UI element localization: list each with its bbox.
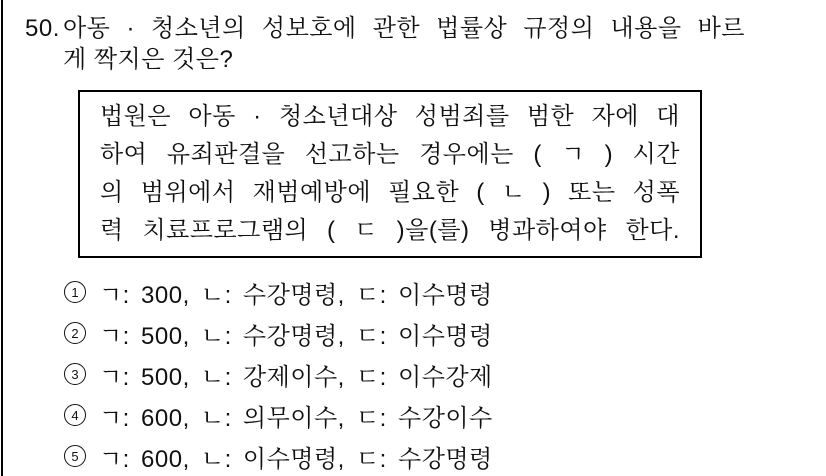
choice-option-3[interactable]: [64, 362, 624, 391]
question-text-line-2: 게 짝지은 것은?: [63, 46, 234, 73]
choice-list: [64, 280, 624, 476]
choice-option-2[interactable]: [64, 321, 624, 350]
passage-line-3: 의 범위에서 재범예방에 필요한 ( ㄴ ) 또는 성폭: [100, 179, 680, 206]
passage-line-2: 하여 유죄판결을 선고하는 경우에는 ( ㄱ ) 시간: [100, 141, 680, 168]
choice-1-circle-marker: 1: [64, 281, 86, 303]
choice-5-circle-marker: 5: [64, 445, 86, 467]
choice-2-label: ㄱ: 500, ㄴ: 수강명령, ㄷ: 이수명령: [99, 322, 493, 350]
choice-4-label: ㄱ: 600, ㄴ: 의무이수, ㄷ: 수강이수: [99, 404, 493, 432]
question-text-line-1: 아동 · 청소년의 성보호에 관한 법률상 규정의 내용을 바르: [63, 15, 745, 42]
passage-line-1: 법원은 아동 · 청소년대상 성범죄를 범한 자에 대: [100, 103, 680, 130]
choice-option-1[interactable]: [64, 280, 624, 309]
question-text: [63, 13, 745, 75]
passage-box: [78, 90, 702, 258]
choice-5-label: ㄱ: 600, ㄴ: 이수명령, ㄷ: 수강명령: [99, 445, 493, 473]
question-block: [25, 13, 795, 75]
choice-option-5[interactable]: [64, 444, 624, 473]
choice-3-circle-marker: 3: [64, 363, 86, 385]
choice-2-circle-marker: 2: [64, 322, 86, 344]
column-divider-rule: [1, 0, 3, 476]
passage-line-4: 력 치료프로그램의 ( ㄷ )을(를) 병과하여야 한다.: [100, 217, 680, 244]
choice-option-4[interactable]: [64, 403, 624, 432]
choice-4-circle-marker: 4: [64, 404, 86, 426]
choice-3-label: ㄱ: 500, ㄴ: 강제이수, ㄷ: 이수강제: [99, 363, 493, 391]
question-number: 50.: [25, 15, 60, 42]
choice-1-label: ㄱ: 300, ㄴ: 수강명령, ㄷ: 이수명령: [99, 281, 493, 309]
